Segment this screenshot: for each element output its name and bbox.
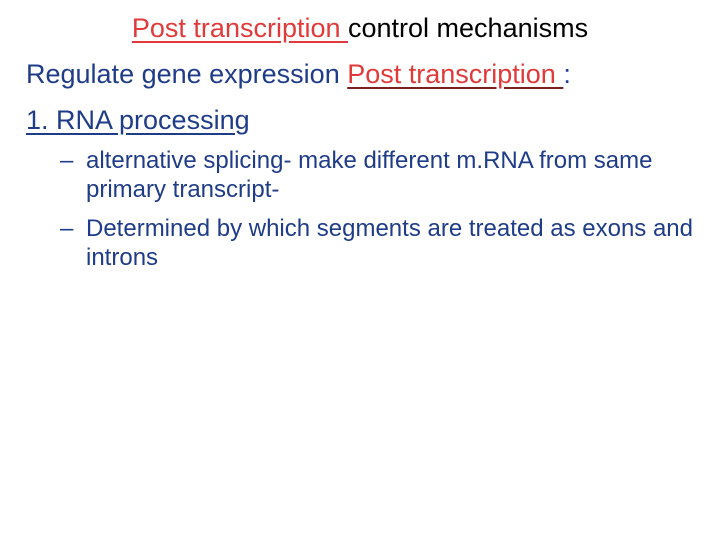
subtitle-prefix: Regulate gene expression [26, 59, 348, 89]
subtitle-highlight: Post transcription [347, 59, 564, 89]
section-heading: 1. RNA processing [26, 105, 250, 135]
bullet-dash: – [60, 215, 74, 242]
bullet-text: alternative splicing- make different m.RNA from same primary transcript- [86, 147, 653, 203]
bullet-item [60, 146, 700, 204]
slide-title [0, 10, 720, 46]
bullet-text: Determined by which segments are treated as exons and introns [86, 215, 693, 271]
bullet-dash: – [60, 147, 74, 174]
subtitle-line [26, 56, 571, 92]
bullet-list [60, 146, 700, 282]
title-rest: control mechanisms [348, 13, 589, 43]
title-highlight: Post transcription [131, 13, 348, 43]
subtitle-suffix: : [563, 59, 571, 89]
bullet-item [60, 214, 700, 272]
